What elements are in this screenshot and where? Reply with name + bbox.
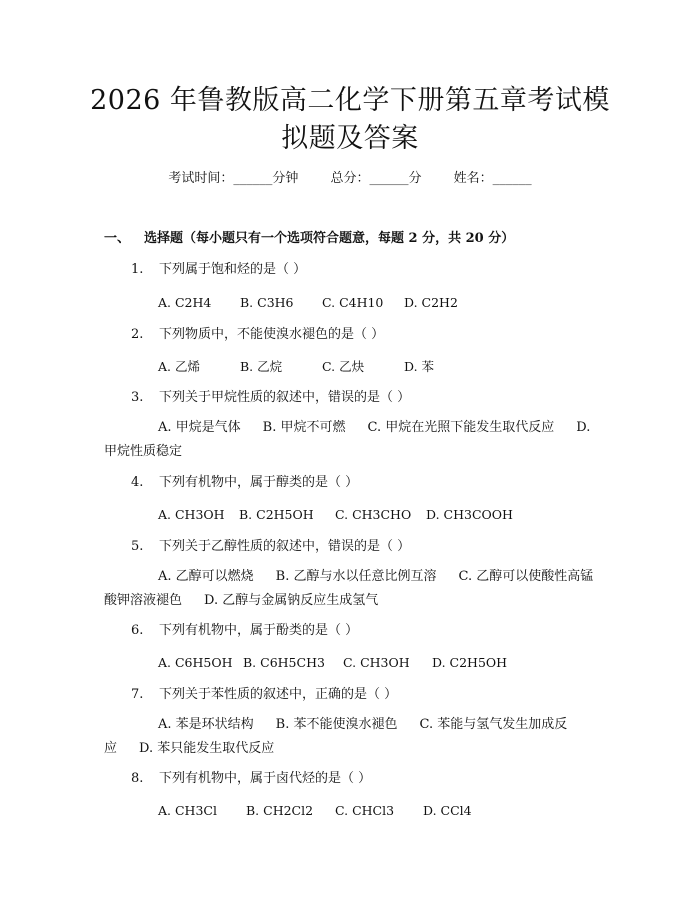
option-d: D. CH3COOH [426,507,513,522]
question-text: 下列关于苯性质的叙述中，正确的是（ ） [159,687,398,702]
question-number: 7. [131,687,144,702]
option-c: C. 乙醇可以使酸性高锰酸钾溶液褪色 [104,569,594,608]
option-c: C. C4H10 [322,295,384,310]
question-number: 3. [131,390,144,405]
exam-info [0,170,700,188]
question-text: 下列关于甲烷性质的叙述中，错误的是（ ） [159,390,411,405]
option-d: D. C2H2 [404,295,458,310]
question-text: 下列有机物中，属于醇类的是（ ） [159,475,359,490]
question-number: 2. [131,327,144,342]
question-4-options [158,506,513,524]
option-d: D. 乙醇与金属钠反应生成氢气 [204,593,379,608]
option-b: B. CH2Cl2 [246,803,314,818]
question-text: 下列属于饱和烃的是（ ） [159,262,307,277]
option-c: C. CH3OH [343,655,410,670]
student-name: 姓名：______ [453,171,532,186]
question-7 [131,686,397,704]
option-c: C. 苯能与氢气发生加成反应 [104,717,568,756]
question-5-options [104,565,596,613]
option-b: B. C2H5OH [239,507,314,522]
option-b: B. C6H5CH3 [243,655,325,670]
question-1-options [158,294,458,312]
question-8-options [158,802,472,820]
question-2 [131,326,384,344]
option-b: B. 甲烷不可燃 [262,420,346,435]
option-d: D. 甲烷性质稳定 [104,420,591,459]
option-b: B. 乙醇与水以任意比例互溶 [275,569,437,584]
question-7-options [104,713,596,761]
question-text: 下列关于乙醇性质的叙述中，错误的是（ ） [159,539,411,554]
option-a: A. C6H5OH [158,655,233,670]
option-d: D. CCl4 [423,803,472,818]
section-number: 一、 [104,231,131,246]
question-8 [131,770,371,788]
section-title: 选择题（每小题只有一个选项符合题意，每题 2 分，共 20 分） [144,231,515,246]
option-a: A. CH3OH [158,507,225,522]
question-number: 4. [131,475,144,490]
option-d: D. 苯只能发生取代反应 [139,741,275,756]
option-c: C. CH3CHO [335,507,412,522]
exam-time: 考试时间：______分钟 [168,171,299,186]
question-6 [131,622,358,640]
section-heading [104,230,514,248]
question-text: 下列有机物中，属于卤代烃的是（ ） [159,771,372,786]
option-a: A. 乙醇可以燃烧 [158,569,254,584]
option-c: C. 甲烷在光照下能发生取代反应 [367,420,555,435]
option-b: B. C3H6 [240,295,294,310]
question-1 [131,261,306,279]
option-d: D. 苯 [404,359,435,374]
total-score: 总分：______分 [330,171,422,186]
question-number: 1. [131,262,144,277]
option-d: D. C2H5OH [432,655,508,670]
question-number: 6. [131,623,144,638]
question-4 [131,474,358,492]
option-b: B. 苯不能使溴水褪色 [275,717,398,732]
option-c: C. CHCl3 [335,803,395,818]
question-number: 5. [131,539,144,554]
option-a: A. 乙烯 [158,359,200,374]
option-a: A. 甲烷是气体 [158,420,241,435]
question-text: 下列有机物中，属于酚类的是（ ） [159,623,359,638]
option-a: A. CH3Cl [158,803,217,818]
option-c: C. 乙炔 [322,359,365,374]
question-2-options [158,358,434,376]
question-6-options [158,654,507,672]
exam-title: 2026 年鲁教版高二化学下册第五章考试模拟题及答案 [90,85,610,154]
option-a: A. C2H4 [158,295,212,310]
option-a: A. 苯是环状结构 [158,717,254,732]
question-number: 8. [131,771,144,786]
question-3 [131,389,410,407]
question-5 [131,538,410,556]
question-3-options [104,416,596,464]
question-text: 下列物质中，不能使溴水褪色的是（ ） [159,327,385,342]
option-b: B. 乙烷 [240,359,283,374]
